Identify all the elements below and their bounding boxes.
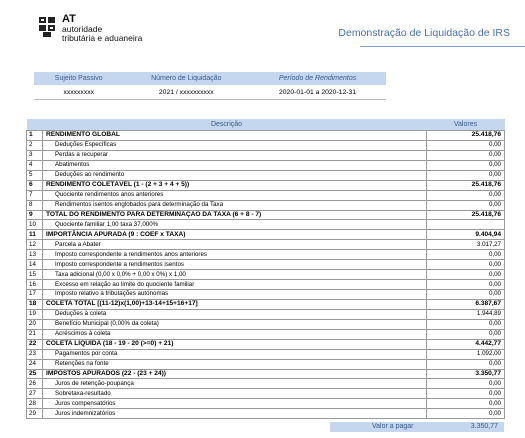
row-value: 3.017,27 [427, 240, 505, 250]
column-header-descricao: Descrição [27, 119, 427, 131]
table-row [27, 240, 505, 250]
row-number: 13 [27, 250, 43, 260]
table-row [27, 180, 505, 190]
row-number: 1 [27, 131, 43, 141]
table-row [27, 339, 505, 349]
row-number: 3 [27, 150, 43, 160]
row-description: TOTAL DO RENDIMENTO PARA DETERMINAÇÃO DA TAXA (6 + 8 - 7) [43, 210, 427, 220]
row-description: Juros compensatórios [43, 399, 427, 409]
header-divider [360, 46, 525, 47]
liquidation-rows [27, 131, 505, 419]
taxpayer-info-table [34, 72, 386, 100]
value-periodo-rendimentos: 2020-01-01 a 2020-12-31 [249, 85, 386, 100]
row-description: COLETA TOTAL [(11-12)x(1,00)+13-14+15+16+17] [43, 299, 427, 309]
row-number: 17 [27, 290, 43, 300]
logo-text [62, 14, 142, 43]
row-value: 0,00 [427, 150, 505, 160]
row-description: RENDIMENTO GLOBAL [43, 131, 427, 141]
row-number: 24 [27, 359, 43, 369]
row-number: 25 [27, 369, 43, 379]
row-value: 0,00 [427, 290, 505, 300]
row-number: 15 [27, 270, 43, 280]
row-description: Perdas a recuperar [43, 150, 427, 160]
row-value: 0,00 [427, 399, 505, 409]
row-value: 0,00 [427, 389, 505, 399]
row-description: Rendimentos isentos englobados para determinação da Taxa [43, 200, 427, 210]
row-value: 0,00 [427, 250, 505, 260]
table-row [27, 280, 505, 290]
row-value: 0,00 [427, 200, 505, 210]
row-value: 6.387,67 [427, 299, 505, 309]
row-description: Acréscimos à coleta [43, 329, 427, 339]
row-number: 18 [27, 299, 43, 309]
value-numero-liquidacao: 2021 / xxxxxxxxxx [123, 85, 249, 100]
row-description: Quociente familiar 1,00 taxa 37,000% [43, 220, 427, 230]
table-row [27, 131, 505, 141]
row-value: 0,00 [427, 270, 505, 280]
table-row [27, 319, 505, 329]
table-row [27, 409, 505, 419]
table-row [27, 379, 505, 389]
document-header [30, 10, 510, 50]
row-number: 16 [27, 280, 43, 290]
row-value: 0,00 [427, 280, 505, 290]
row-description: RENDIMENTO COLETÁVEL (1 - (2 + 3 + 4 + 5)) [43, 180, 427, 190]
row-number: 8 [27, 200, 43, 210]
table-row [27, 140, 505, 150]
column-header-valores: Valores [427, 119, 505, 131]
row-number: 29 [27, 409, 43, 419]
row-value: 0,00 [427, 409, 505, 419]
row-value: 0,00 [427, 170, 505, 180]
table-row [27, 399, 505, 409]
logo-line-2: autoridade [62, 24, 103, 34]
amount-due-label: Valor a pagar [372, 423, 414, 430]
table-row [27, 349, 505, 359]
row-number: 5 [27, 170, 43, 180]
row-number: 9 [27, 210, 43, 220]
table-row [27, 369, 505, 379]
row-value: 0,00 [427, 319, 505, 329]
row-value: 1.944,89 [427, 309, 505, 319]
row-value: 25.418,76 [427, 210, 505, 220]
table-row [27, 190, 505, 200]
row-description: Imposto correspondente a rendimentos anos anteriores [43, 250, 427, 260]
table-row [27, 270, 505, 280]
row-description: Imposto correspondente a rendimentos isentos [43, 260, 427, 270]
row-description: IMPOSTOS APURADOS (22 - (23 + 24)) [43, 369, 427, 379]
row-value: 0,00 [427, 329, 505, 339]
liquidation-table [26, 119, 505, 419]
row-description: Sobretaxa-resultado [43, 389, 427, 399]
row-value: 0,00 [427, 190, 505, 200]
logo-at: AT [62, 13, 76, 25]
row-value: 9.404,94 [427, 230, 505, 240]
table-row [27, 290, 505, 300]
table-row [27, 170, 505, 180]
row-description: IMPORTÂNCIA APURADA (9 : COEF x TAXA) [43, 230, 427, 240]
row-number: 26 [27, 379, 43, 389]
amount-due-bar [330, 422, 504, 432]
table-row [27, 200, 505, 210]
table-row [27, 359, 505, 369]
row-value: 0,00 [427, 359, 505, 369]
row-value: 25.418,76 [427, 131, 505, 141]
logo-line-3: tributária e aduaneira [62, 33, 143, 43]
row-value: 0,00 [427, 160, 505, 170]
table-row [27, 329, 505, 339]
row-number: 10 [27, 220, 43, 230]
row-number: 14 [27, 260, 43, 270]
row-number: 7 [27, 190, 43, 200]
amount-due-value: 3.350,77 [470, 423, 498, 430]
row-description: Parcela a Abater [43, 240, 427, 250]
row-value: 0,00 [427, 379, 505, 389]
row-description: Pagamentos por conta [43, 349, 427, 359]
row-description: Retenções na fonte [43, 359, 427, 369]
table-row [27, 160, 505, 170]
row-value: 0,00 [427, 260, 505, 270]
row-number: 22 [27, 339, 43, 349]
row-number: 21 [27, 329, 43, 339]
table-row [27, 260, 505, 270]
row-value: 3.350,77 [427, 369, 505, 379]
row-description: Deduções ao rendimento [43, 170, 427, 180]
document-title: Demonstração de Liquidação de IRS [338, 27, 510, 39]
table-row [27, 299, 505, 309]
row-description: Juros de retenção-poupança [43, 379, 427, 389]
at-logo-icon [38, 16, 56, 38]
row-description: Abatimentos [43, 160, 427, 170]
row-number: 27 [27, 389, 43, 399]
table-row [27, 250, 505, 260]
row-number: 11 [27, 230, 43, 240]
table-row [27, 150, 505, 160]
row-value: 1.092,00 [427, 349, 505, 359]
row-description: Benefício Municipal (0,00% da coleta) [43, 319, 427, 329]
value-sujeito-passivo: xxxxxxxxx [34, 85, 123, 100]
row-number: 28 [27, 399, 43, 409]
table-row [27, 210, 505, 220]
row-description: COLETA LÍQUIDA (18 - 19 - 20 (>=0) + 21) [43, 339, 427, 349]
row-description: Taxa adicional (0,00 x 0,0% + 0,00 x 0%) x 1,00 [43, 270, 427, 280]
row-value [427, 220, 505, 230]
table-row [27, 230, 505, 240]
table-row [27, 220, 505, 230]
table-row [27, 309, 505, 319]
header-periodo-rendimentos: Período de Rendimentos [249, 72, 386, 85]
row-description: Deduções à coleta [43, 309, 427, 319]
row-description: Imposto relativo a tributações autónomas [43, 290, 427, 300]
row-value: 0,00 [427, 140, 505, 150]
row-number: 19 [27, 309, 43, 319]
row-number: 20 [27, 319, 43, 329]
row-number: 4 [27, 160, 43, 170]
row-number: 23 [27, 349, 43, 359]
row-description: Juros indemnizatórios [43, 409, 427, 419]
header-sujeito-passivo: Sujeito Passivo [34, 72, 123, 85]
row-number: 6 [27, 180, 43, 190]
row-description: Excesso em relação ao limite do quociente familiar [43, 280, 427, 290]
row-value: 25.418,76 [427, 180, 505, 190]
row-value: 4.442,77 [427, 339, 505, 349]
row-description: Deduções Específicas [43, 140, 427, 150]
table-row [27, 389, 505, 399]
row-number: 2 [27, 140, 43, 150]
row-number: 12 [27, 240, 43, 250]
row-description: Quociente rendimentos anos anteriores [43, 190, 427, 200]
header-numero-liquidacao: Número de Liquidação [123, 72, 249, 85]
